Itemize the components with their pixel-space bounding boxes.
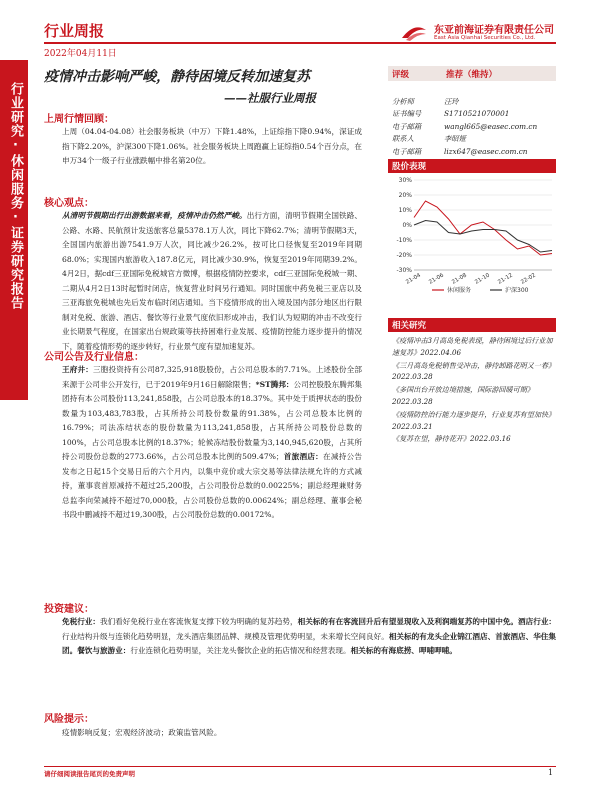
report-category: 行业周报 xyxy=(44,22,105,40)
logo-text-en: East Asia Qianhai Securities Co., Ltd. xyxy=(434,35,536,41)
analyst-value: S1710521070001 xyxy=(444,109,510,119)
y-tick-label: -10% xyxy=(396,237,412,244)
section-core-view-title: 核心观点： xyxy=(44,198,94,209)
x-tick-label: 22-02 xyxy=(520,272,537,286)
analyst-row xyxy=(392,121,537,133)
related-research-item[interactable]: 《三月高岛免税销售受冲击，静待卸路花明又一春》2022.03.28 xyxy=(392,360,556,382)
page-number: 1 xyxy=(548,768,554,777)
section-company-news-text xyxy=(62,363,362,523)
company-lead-tengbang: *ST腾邦： xyxy=(255,379,294,389)
company-text-wangfujing: 三胞投资持有公司87,325,918股股份，占公司总股本的7.71%。上述股份全部来源于公司非公开发行，已于2019年9月16日解除限售； xyxy=(62,365,362,389)
related-research-item[interactable]: 《多国出台开放边境措施，国际游回暖可期》2022.03.28 xyxy=(392,385,534,406)
analyst-value: 李昭娅 xyxy=(444,134,466,144)
x-tick-label: 21-12 xyxy=(497,272,514,286)
y-tick-label: -30% xyxy=(396,267,412,274)
section-investment-advice-title: 投资建议： xyxy=(44,604,94,615)
report-date: 2022年04月11日 xyxy=(44,49,117,59)
analyst-value: 汪玲 xyxy=(444,97,459,106)
report-subtitle: ——社服行业周报 xyxy=(224,91,316,105)
sidebar-label: 行业研究·休闲服务·证券研究报告 xyxy=(8,82,23,310)
report-type-sidebar xyxy=(0,60,28,400)
analyst-info xyxy=(392,96,537,158)
related-research-list xyxy=(392,335,558,446)
company-lead-wangfujing: 王府井： xyxy=(62,365,93,374)
company-text-tengbang: 公司控股股东腾邦集团持有本公司股份113,241,858股，占公司总股本的18.37%。其中处于质押状态的股份数量为103,483,783股，占其所持公司股份数量的91.38%，占公司总股本比例的16.79%；司法冻结状态的股份数量为113,241,858股，占其所持公司股份总数的100%，占公司总股本比例的18.37%；轮候冻结股份数量为3,140,945,620股，占其所持公司股份总数的2773.66%，占公司总股本比例的509.47%； xyxy=(62,379,362,461)
legend-label: 沪深300 xyxy=(505,287,529,294)
report-title: 疫情冲击影响严峻，静待困境反转加速复苏 xyxy=(44,69,310,85)
stock-performance-chart xyxy=(388,174,556,298)
analyst-row xyxy=(392,96,537,108)
y-tick-label: 20% xyxy=(398,192,412,199)
stock-performance-title: 股价表现 xyxy=(388,159,556,173)
logo-mark-icon xyxy=(400,20,428,42)
invest-text-hotel: 行业结构升级与连锁化趋势明显，龙头酒店集团品牌、规模及管理优势明显，未来增长空间良好。 xyxy=(62,631,389,641)
x-tick-label: 21-04 xyxy=(405,272,422,286)
section-company-news-title: 公司公告及行业信息： xyxy=(44,352,144,363)
footer-divider xyxy=(44,766,556,767)
rating-value: 推荐（维持） xyxy=(446,70,498,80)
disclaimer-note: 请仔细阅读报告尾页的免责声明 xyxy=(44,770,135,778)
related-research-title: 相关研究 xyxy=(388,318,556,332)
section-market-review-text: 上周（04.04-04.08）社会服务板块（中万）下降1.48%，上证综指下降0.94%，深证成指下降2.20%，沪深300下降1.06%。社会服务板块上周跑赢上证综指0.54个百分点，在申万34个一级子行业涨跌幅中排名第20位。 xyxy=(62,127,362,165)
section-investment-advice-text xyxy=(62,615,556,659)
company-logo xyxy=(400,18,560,46)
analyst-key: 证书编号 xyxy=(392,109,422,119)
analyst-key: 电子邮箱 xyxy=(392,146,422,156)
analyst-row xyxy=(392,108,537,120)
section-risk-text: 疫情影响反复；宏观经济波动；政策监管风险。 xyxy=(62,728,222,737)
related-research-item[interactable]: 《疫情防控治行能力逐步提升，行业复苏有望加快》2022.03.21 xyxy=(392,409,556,431)
section-core-view-text xyxy=(62,209,362,354)
rating-label: 评级 xyxy=(392,70,410,80)
invest-lead-dutyfree: 免税行业： xyxy=(62,617,100,626)
analyst-key: 联系人 xyxy=(392,134,414,144)
invest-target-dining: 相关标的有海底捞、呷哺呷哺。 xyxy=(350,646,457,655)
invest-target-dutyfree: 相关标的有在客流回升后有望显现收入及利润端复苏的中国中免。 xyxy=(297,617,519,626)
analyst-row xyxy=(392,146,537,158)
analyst-email[interactable]: wangl665@easec.com.cn xyxy=(444,121,538,131)
y-tick-label: 10% xyxy=(398,207,412,214)
invest-lead-dining: 餐饮与旅游业： xyxy=(77,646,131,655)
company-lead-shoulv: 首旅酒店： xyxy=(283,452,324,461)
company-text-shoulv: 在减持公告发布之日起15个交易日后的六个月内，以集中竞价或大宗交易等法律法规允许的方式减持，董事袁首原减持不超过25,200股，占公司股份总数的0.00225%；副总经理兼财务总监李向荣减持不超过70,000股，占公司股份总数的0.00624%；副总经理、董事会秘书段中鹏减持不超过19,300股，占公司股份总数的0.00172%。 xyxy=(62,452,363,519)
related-research-item[interactable]: 《疫情冲击3月高岛免税表现，静待困境过后行业加速复苏》2022.04.06 xyxy=(392,336,553,357)
x-tick-label: 21-08 xyxy=(451,272,468,286)
analyst-key: 分析师 xyxy=(392,97,414,106)
section-risk-title: 风险提示： xyxy=(44,714,94,725)
analyst-row xyxy=(392,133,537,145)
core-view-body: 出行方面，清明节假期全国铁路、公路、水路、民航预计发送旅客总量5378.1万人次，同比下降62.7%；清明节假期3天，全国国内旅游出游7541.9万人次，同比减少26.2%，按可比口径恢复至2019年同期68.0%；实现国内旅游收入187.8亿元，同比减少30.9%，恢复至2019年同期39.2%。4月2日，据cdf三亚国际免税城官方微博，根据疫情防控要求，cdf三亚国际免税城一期、二期从4月2日13时起暂时闭店，恢复营业时间另行通知。同时国旅中药免税三亚店以及三亚海旅免税城也先后发布临时闭店通知。当下疫情形成的出入境及国内部分地区出行限制对免税、旅游、酒店、餐饮等行业景气度依旧形成冲击，我们认为短期的冲击不改变行业长期景气程度，在国家出台规政策等扶持困难行业发展、疫情防控能力逐步提升的情况下，随着疫情形势的逐步转好，行业景气度有望加速复苏。 xyxy=(62,211,363,351)
invest-text-dutyfree: 我们看好免税行业在客流恢复支撑下较为明确的复苏趋势， xyxy=(100,617,298,626)
invest-text-dining: 行业连锁化趋势明显，关注龙头餐饮企业的拓店情况和经营表现。 xyxy=(130,646,351,655)
rating-bar xyxy=(388,66,556,81)
related-research-item[interactable]: 《复苏在望，静待花开》2022.03.16 xyxy=(392,434,511,444)
core-view-lead: 从清明节假期出行出游数据来看，疫情冲击仍然严峻。 xyxy=(62,211,247,220)
legend-label: 休闲服务 xyxy=(447,287,472,294)
x-tick-label: 21-06 xyxy=(428,272,445,286)
y-tick-label: -20% xyxy=(396,252,412,259)
section-market-review-title: 上周行情回顾： xyxy=(44,114,114,125)
series-line-leisure xyxy=(414,201,552,255)
y-tick-label: 0% xyxy=(402,222,412,229)
logo-text-cn: 东亚前海证券有限责任公司 xyxy=(434,25,554,36)
analyst-key: 电子邮箱 xyxy=(392,121,422,131)
analyst-email[interactable]: lizx647@easec.com.cn xyxy=(444,146,528,156)
x-tick-label: 21-10 xyxy=(474,272,491,286)
y-tick-label: 30% xyxy=(398,177,412,184)
invest-lead-hotel: 酒店行业： xyxy=(518,617,557,626)
invest-target-hotel: 相关标的有龙头企业锦江酒店、首旅酒店、华住集团。 xyxy=(62,631,557,655)
